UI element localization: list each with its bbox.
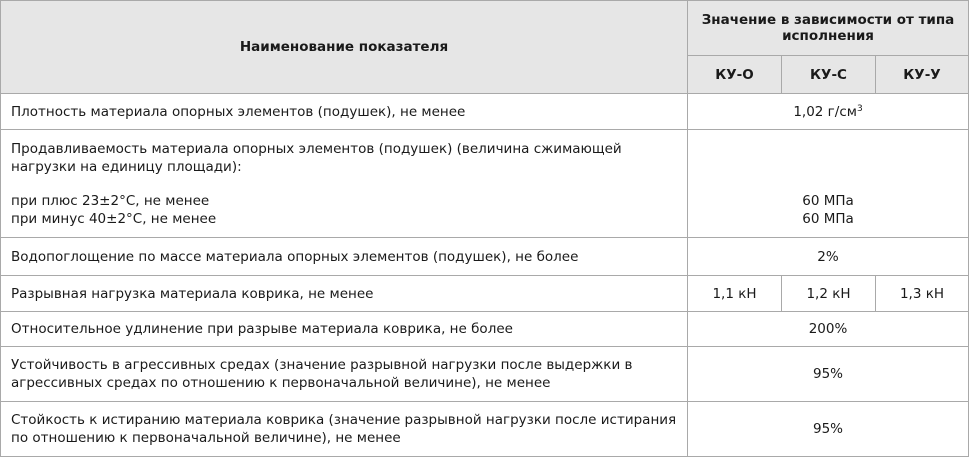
indicator-name: Стойкость к истиранию материала коврика (значение разрывной нагрузки после истирания по отношению к первоначальной величине), не менее xyxy=(1,402,688,457)
indicator-value: 95% xyxy=(688,402,969,457)
table-row xyxy=(1,238,969,276)
indicator-main-text: Продавливаемость материала опорных элементов (подушек) (величина сжимающей нагрузки на единицу площади): xyxy=(11,140,622,175)
indicator-name: Относительное удлинение при разрыве материала коврика, не более xyxy=(1,312,688,347)
table-row xyxy=(1,312,969,347)
type-ku-o-header: КУ-О xyxy=(688,56,782,94)
indicator-name: Водопоглощение по массе материала опорных элементов (подушек), не более xyxy=(1,238,688,276)
table-row xyxy=(1,402,969,457)
indicator-name-header: Наименование показателя xyxy=(1,1,688,94)
table-row xyxy=(1,276,969,312)
indicator-value xyxy=(688,94,969,130)
type-ku-s-header: КУ-С xyxy=(782,56,876,94)
value-by-type-header: Значение в зависимости от типа исполнения xyxy=(688,1,969,56)
type-ku-u-header: КУ-У xyxy=(876,56,969,94)
table-row xyxy=(1,347,969,402)
indicator-name: Плотность материала опорных элементов (подушек), не менее xyxy=(1,94,688,130)
value-plus: 60 МПа xyxy=(802,193,854,209)
value-ku-o: 1,1 кН xyxy=(688,276,782,312)
table-row xyxy=(1,94,969,130)
unit-exponent: 3 xyxy=(856,103,863,114)
indicator-value: 200% xyxy=(688,312,969,347)
value-text: 1,02 г/см xyxy=(793,103,857,120)
indicator-value xyxy=(688,130,969,238)
indicator-value: 95% xyxy=(688,347,969,402)
value-minus: 60 МПа xyxy=(802,211,854,227)
indicator-name xyxy=(1,130,688,238)
condition-plus: при плюс 23±2°С, не менее xyxy=(11,192,210,209)
indicator-name: Разрывная нагрузка материала коврика, не менее xyxy=(1,276,688,312)
indicator-name: Устойчивость в агрессивных средах (значение разрывной нагрузки после выдержки в агрессивных средах по отношению к первоначальной величине), не менее xyxy=(1,347,688,402)
condition-minus: при минус 40±2°С, не менее xyxy=(11,210,217,227)
indicator-value: 2% xyxy=(688,238,969,276)
value-ku-s: 1,2 кН xyxy=(782,276,876,312)
header-row xyxy=(1,1,969,56)
value-ku-u: 1,3 кН xyxy=(876,276,969,312)
table-row xyxy=(1,130,969,238)
